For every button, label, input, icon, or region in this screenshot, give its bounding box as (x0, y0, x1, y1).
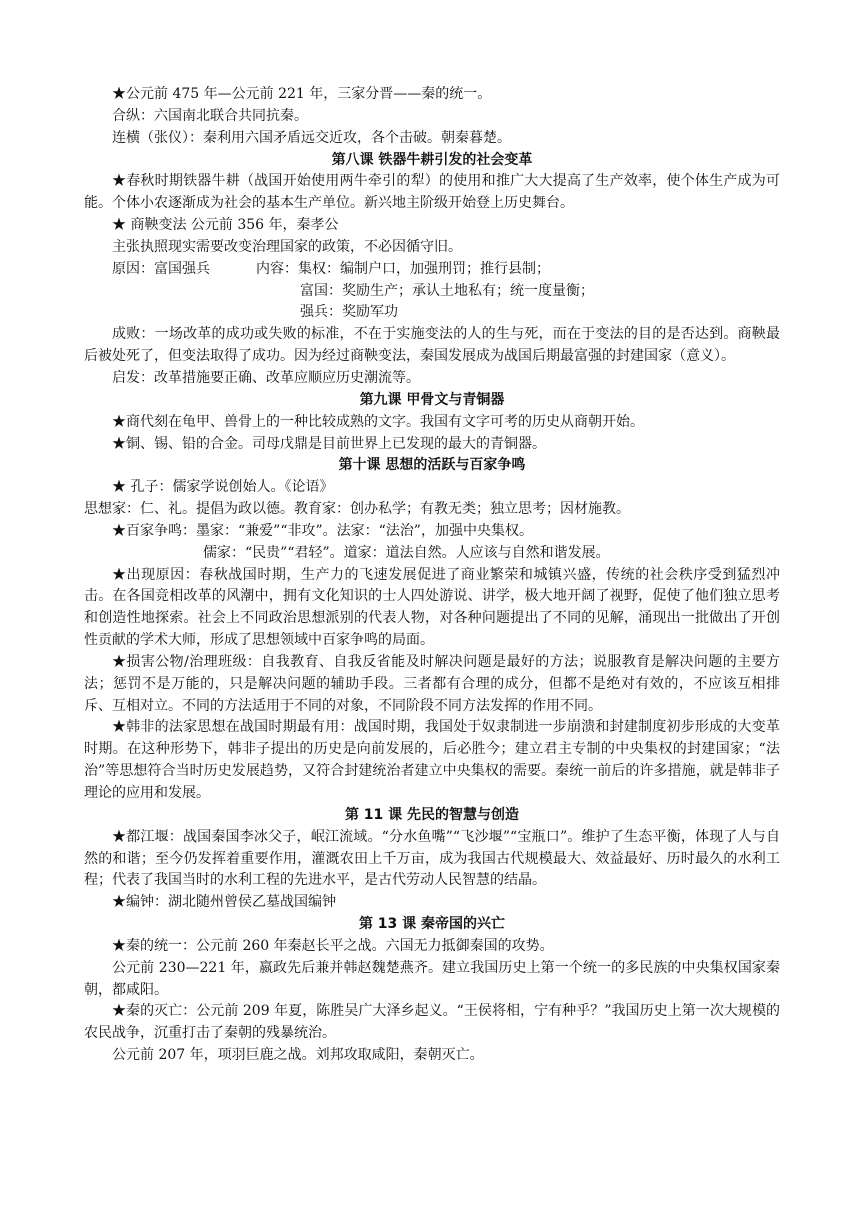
paragraph-oracle-bone: ★商代刻在龟甲、兽骨上的一种比较成熟的文字。我国有文字可考的历史从商朝开始。 (112, 413, 644, 430)
paragraph-qin-unification: ★秦的统一：公元前 260 年秦赵长平之战。六国无力抵御秦国的攻势。 (112, 937, 554, 954)
paragraph-confucius: ★ 孔子：儒家学说创始人。《论语》 (112, 479, 334, 496)
paragraph-class-management: ★损害公物/治理班级：自我教育、自我反省能及时解决问题是最好的方法；说服教育是解决问题的主要方法；惩罚不是万能的，只是解决问题的辅助手段。三者都有合理的成分，但都不是绝对有效的，不应该互相排斥、互相对立。不同的方法适用于不同的对象，不同阶段不同方法发挥的作用不同。 (84, 653, 780, 714)
heading-lesson-8: 第八课 铁器牛耕引发的社会变革 (331, 151, 533, 168)
paragraph-hundred-schools: ★百家争鸣：墨家：“兼爱”“非攻”。法家：“法治”，加强中央集权。 (112, 522, 533, 539)
reform-content-3: 强兵：奖励军功 (300, 304, 398, 321)
paragraph-three-families: ★公元前 475 年—公元前 221 年，三家分晋——秦的统一。 (112, 86, 492, 102)
paragraph-qin-fall: ★秦的灭亡：公元前 209 年夏，陈胜吴广大泽乡起义。“王侯将相，宁有种乎？”我国历史上第一次大规模的农民战争，沉重打击了秦朝的残暴统治。 (84, 1003, 780, 1042)
heading-lesson-13: 第 13 课 秦帝国的兴亡 (358, 916, 506, 933)
paragraph-lianheng: 连横（张仪）：秦利用六国矛盾远交近攻，各个击破。朝秦暮楚。 (112, 129, 511, 146)
paragraph-shang-yang: ★ 商鞅变法 公元前 356 年，秦孝公 (112, 217, 339, 234)
paragraph-reform-idea: 主张执照现实需要改变治理国家的政策，不必因循守旧。 (112, 238, 462, 255)
paragraph-inspiration: 启发：改革措施要正确、改革应顺应历史潮流等。 (112, 369, 420, 386)
paragraph-chime-bells: ★编钟：湖北随州曾侯乙墓战国编钟 (112, 894, 336, 911)
paragraph-han-fei: ★韩非的法家思想在战国时期最有用：战国时期，我国处于奴隶制进一步崩溃和封建制度初步形成的大变革时期。在这种形势下，韩非子提出的历史是向前发展的，后必胜今；建立君主专制的中央集权的封建国家；“法治”等思想符合当时历史发展趋势，又符合封建统治者建立中央集权的需要。秦统一前后的许多措施，就是韩非子理论的应用和发展。 (84, 719, 780, 801)
paragraph-bronze: ★铜、锡、铅的合金。司母戊鼎是目前世界上已发现的最大的青铜器。 (112, 435, 546, 452)
paragraph-hezong: 合纵：六国南北联合共同抗秦。 (112, 107, 308, 124)
paragraph-qin-end: 公元前 207 年，项羽巨鹿之战。刘邦攻取咸阳，秦朝灭亡。 (112, 1047, 484, 1064)
reform-content-1: 内容：集权：编制户口，加强刑罚；推行县制； (256, 260, 550, 277)
paragraph-emergence-reason: ★出现原因：春秋战国时期，生产力的飞速发展促进了商业繁荣和城镇兴盛，传统的社会秩序受到猛烈冲击。在各国竞相改革的风潮中，拥有文化知识的士人四处游说、讲学，极大地开阔了视野，促使了他们独立思考和创造性地探索。社会上不同政治思想派别的代表人物，对各种问题提出了不同的见解，涌现出一批做出了开创性贡献的学术大师，形成了思想领域中百家争鸣的局面。 (84, 566, 780, 649)
reform-reason-content-row (84, 259, 780, 281)
reform-content-2: 富国：奖励生产；承认土地私有；统一度量衡； (300, 282, 594, 299)
paragraph-success-failure: 成败：一场改革的成功或失败的标准，不在于实施变法的人的生与死，而在于变法的目的是否达到。商鞅最后被处死了，但变法取得了成功。因为经过商鞅变法，秦国发展成为战国后期最富强的封建国家（意义）。 (84, 326, 780, 365)
paragraph-dujiangyan: ★都江堰：战国秦国李冰父子，岷江流域。“分水鱼嘴”“飞沙堰”“宝瓶口”。维护了生态平衡，体现了人与自然的和谐；至今仍发挥着重要作用，灌溉农田上千万亩，成为我国古代规模最大、效益最好、历时最久的水利工程；代表了我国当时的水利工程的先进水平，是古代劳动人民智慧的结晶。 (84, 828, 780, 889)
reform-reason: 原因：富国强兵 (112, 260, 210, 277)
paragraph-iron-plough: ★春秋时期铁器牛耕（战国开始使用两牛牵引的犁）的使用和推广大大提高了生产效率，使个体生产成为可能。个体小农逐渐成为社会的基本生产单位。新兴地主阶级开始登上历史舞台。 (84, 173, 780, 212)
paragraph-thinker: 思想家：仁、礼。提倡为政以德。教育家：创办私学；有教无类；独立思考；因材施教。 (84, 501, 630, 518)
paragraph-ying-zheng: 公元前 230—221 年，嬴政先后兼并韩赵魏楚燕齐。建立我国历史上第一个统一的多民族的中央集权国家秦朝，都咸阳。 (84, 959, 780, 998)
paragraph-confucian-taoist: 儒家：“民贵”“君轻”。道家：道法自然。人应该与自然和谐发展。 (203, 544, 610, 561)
heading-lesson-11: 第 11 课 先民的智慧与创造 (344, 806, 520, 823)
heading-lesson-10: 第十课 思想的活跃与百家争鸣 (338, 457, 526, 474)
heading-lesson-9: 第九课 甲骨文与青铜器 (359, 391, 505, 408)
